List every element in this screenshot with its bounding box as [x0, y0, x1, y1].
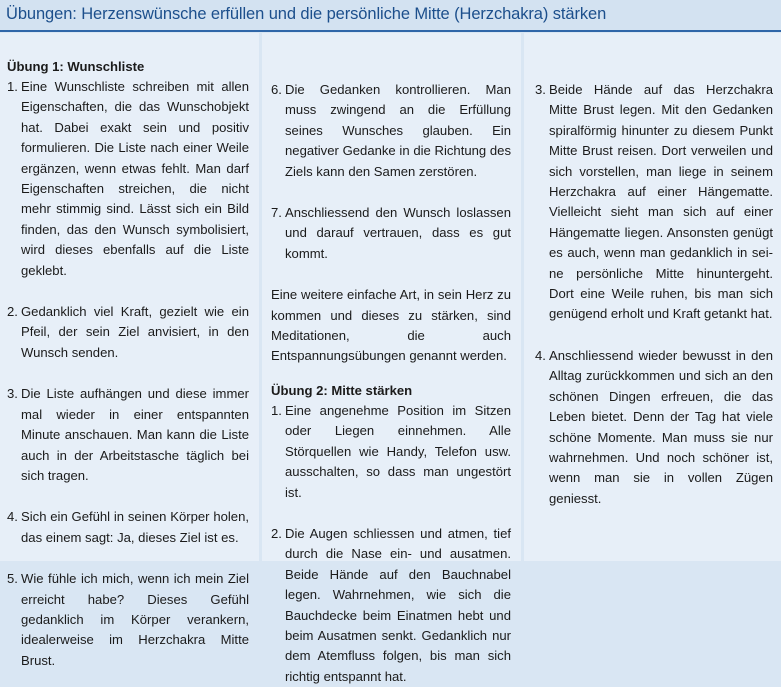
list-item [535, 346, 773, 509]
page-title: Übungen: Herzenswünsche erfüllen und die persönliche Mitte (Herzchakra) stärken [6, 5, 607, 23]
list-item [7, 569, 249, 671]
item-text: Sich ein Gefühl in seinen Körper holen, das einem sagt: Ja, dieses Ziel ist es. [21, 509, 249, 545]
list-item [271, 401, 511, 503]
item-number: 5. [7, 571, 18, 587]
item-text: Gedanklich viel Kraft, gezielt wie ein Pfeil, der sein Ziel anvisiert, in den Wunsch senden. [21, 304, 249, 360]
item-number: 6. [271, 82, 282, 97]
item-text: Die Gedanken kontrollieren. Man muss zwingend an die Erfüllung seines Wunsches glauben. Ein negativer Gedanke in die Richtung des Ziels kann den Samen zerstören. [285, 82, 511, 179]
list-item [271, 80, 511, 182]
list-item [7, 302, 249, 363]
list-item [271, 203, 511, 264]
meditation-intro: Eine weitere einfache Art, in sein Herz zu kommen und dieses zu stärken, sind Meditationen, die auch Entspannungsübungen genannt werden. [271, 287, 511, 364]
column-2 [262, 33, 521, 684]
item-text: Die Liste aufhängen und diese immer mal wieder in einer entspannten Minute anschauen. Man kann die Liste auch in der Arbeitstasche täglich bei sich tragen. [21, 386, 249, 483]
item-number: 2. [271, 525, 282, 541]
title-bar [0, 0, 781, 32]
list-item [271, 524, 511, 687]
uebung-1-heading: Übung 1: Wunschliste [7, 59, 145, 74]
item-number: 3. [535, 82, 546, 97]
column-1 [0, 33, 259, 668]
item-text: Anschliessend den Wunsch loslassen und darauf vertrauen, dass es gut kommt. [285, 205, 511, 261]
item-text: Anschliessend wieder bewusst in den Alltag zurückkommen und sich an den schönen Dingen erfreuen, die das Leben bietet. Denn der Tag hat viele schöne Momente. Man muss sie nur wahrnehmen. Und noch schöner ist, wenn man sie in vollen Zügen geniesst. [549, 347, 773, 506]
item-text: Eine angenehme Position im Sitzen oder Liegen einnehmen. Alle Störquellen wie Handy, Telefon usw. ausschalten, so dass man ungestört ist. [285, 402, 511, 500]
item-number: 1. [7, 79, 18, 94]
item-number: 2. [7, 304, 18, 320]
uebung-2-heading: Übung 2: Mitte stärken [271, 382, 413, 398]
item-number: 3. [7, 386, 18, 402]
list-item [7, 384, 249, 486]
item-number: 1. [271, 402, 282, 418]
item-text: Wie fühle ich mich, wenn ich mein Ziel erreicht habe? Dieses Gefühl gedanklich im Körper verankern, idealerweise im Herzchakra Mitte Brust. [21, 571, 249, 668]
item-number: 7. [271, 205, 282, 221]
column-3 [524, 33, 781, 561]
item-text: Beide Hände auf das Herzchakra Mitte Brust legen. Mit den Gedanken spiralförmig hinunter zu diesem Punkt Mitte Brust reisen. Dort verweilen und sich vorstellen, man liege in seinem Herzchakra auf einer Hängematte. Vielleicht sieht man sich auf einer Hängematte liegen. Ansonsten genügt es auch, wenn man gedanklich in seine persönliche Mitte hinuntergeht. Dort eine Weile ruhen, bis man sich genügend erholt und Kraft getankt hat. [549, 82, 773, 322]
list-item [7, 507, 249, 548]
list-item [535, 80, 773, 325]
item-number: 4. [535, 347, 546, 363]
item-text: Die Augen schliessen und atmen, tief durch die Nase ein- und ausatmen. Beide Hände auf den Bauchnabel legen. Wahrnehmen, wie sich die Bauchdecke beim Einatmen hebt und beim Ausatmen senkt. Gedanklich nur dem Atemfluss folgen, bis man sich richtig entspannt hat. [285, 525, 511, 684]
item-number: 4. [7, 509, 18, 525]
list-item [7, 77, 249, 281]
item-text: Eine Wunschliste schreiben mit allen Eigenschaften, die das Wunschobjekt hat. Dabei exakt sein und positiv formulieren. Die Liste nach einer Weile ergänzen, wenn etwas fehlt. Man darf Eigenschaften streichen, die nicht mehr stimmig sind. Lässt sich ein Bild finden, das den Wunsch symbolisiert, wird dieses ebenfalls auf die Liste geklebt. [21, 79, 249, 278]
